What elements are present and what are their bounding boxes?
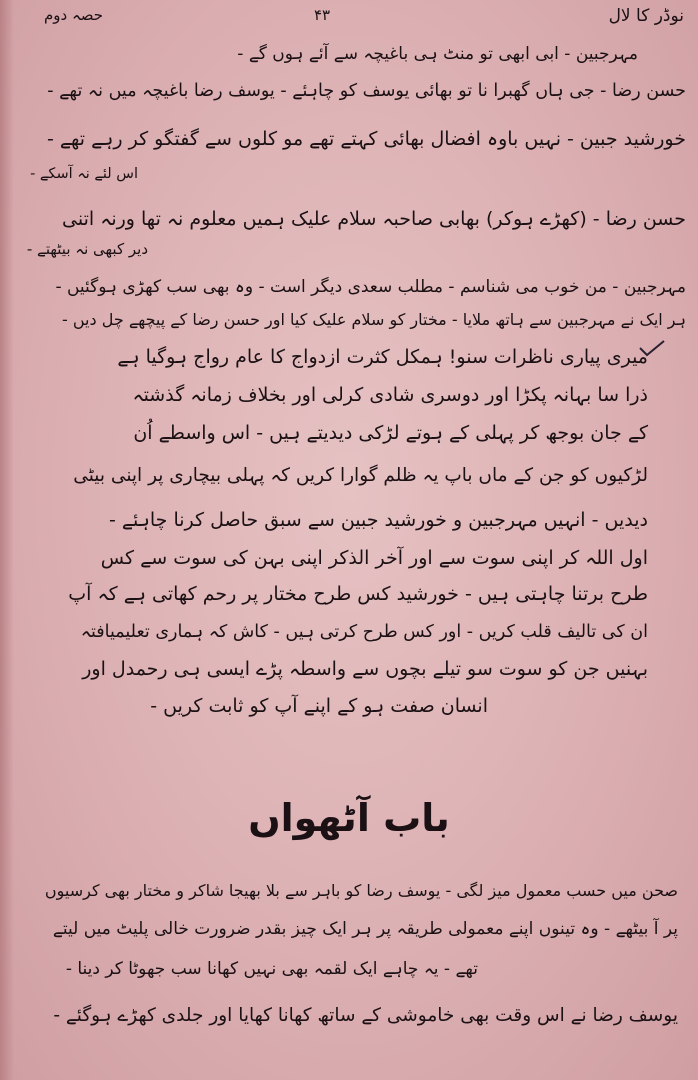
moral-line: لڑکیوں کو جن کے ماں باپ یہ ظلم گوارا کریں کہ پہلی بیچاری پر اپنی بیٹی	[73, 465, 648, 486]
moral-line: کے جان بوجھ کر پہلی کے ہوتے لڑکی دیدیتے ہیں - اس واسطے اُن	[133, 422, 648, 444]
chapter-line: صحن میں حسب معمول میز لگی - یوسف رضا کو باہر سے بلا بھیجا شاکر و مختار بھی کرسیوں	[44, 881, 678, 900]
dialogue-line: ہر ایک نے مہرجبین سے ہاتھ ملایا - مختار کو سلام علیک کیا اور حسن رضا کے پیچھے چل دیں -	[62, 310, 686, 329]
moral-line: ان کی تالیف قلب کریں - اور کس طرح کرتی ہیں - کاش کہ ہماری تعلیمیافتہ	[80, 622, 648, 642]
dialogue-line: مہرجبین - من خوب می شناسم - مطلب سعدی دیگر است - وہ بھی سب کھڑی ہوگئیں -	[55, 277, 686, 297]
dialogue-line: اس لئے نہ آسکے -	[30, 166, 138, 182]
chapter-line: یوسف رضا نے اس وقت بھی خاموشی کے ساتھ کھانا کھایا اور جلدی کھڑے ہوگئے -	[53, 1005, 678, 1026]
dialogue-line: مہرجبین - ابی ابھی تو منٹ ہی باغیچہ سے آئے ہوں گے -	[237, 44, 638, 64]
dialogue-line: حسن رضا - (کھڑے ہوکر) بھابی صاحبہ سلام علیک ہمیں معلوم نہ تھا ورنہ اتنی	[62, 208, 686, 230]
chapter-line: تھے - یہ چاہے ایک لقمہ بھی نہیں کھانا سب جھوٹا کر دینا -	[65, 959, 478, 979]
moral-line: اول اللہ کر اپنی سوت سے اور آخر الذکر اپنی بہن کی سوت سے کس	[100, 547, 648, 569]
chapter-heading: باب آٹھواں	[248, 796, 450, 840]
moral-line: بہنیں جن کو سوت سو تیلے بچوں سے واسطہ پڑے ایسی ہی رحمدل اور	[82, 658, 648, 680]
moral-line: انسان صفت ہو کے اپنے آپ کو ثابت کریں -	[150, 695, 488, 717]
moral-line: میری پیاری ناظرات سنو! ہمکل کثرت ازدواج کا عام رواج ہوگیا ہے	[117, 346, 648, 368]
dialogue-line: حسن رضا - جی ہاں گھبرا نا تو بھائی یوسف کو چاہئے - یوسف رضا باغیچہ میں نہ تھے -	[47, 81, 686, 101]
dialogue-line: دیر کبھی نہ بیٹھتے -	[26, 240, 148, 258]
part-label: حصہ دوم	[44, 6, 104, 24]
dialogue-line: خورشید جبین - نہیں باوہ افضال بھائی کہتے تھے مو کلوں سے گفتگو کر رہے تھے -	[47, 128, 686, 150]
running-title: نوڈر کا لال	[608, 6, 684, 26]
moral-line: دیدیں - انہیں مہرجبین و خورشید جبین سے سبق حاصل کرنا چاہئے -	[109, 509, 648, 531]
moral-line: طرح برتنا چاہتی ہیں - خورشید کس طرح مختار پر رحم کھاتی ہے کہ آپ	[68, 583, 648, 605]
chapter-line: پر آ بیٹھے - وہ تینوں اپنے معمولی طریقہ پر ہر ایک چیز بقدر ضرورت خالی پلیٹ میں لیتے	[52, 919, 678, 939]
moral-line: ذرا سا بہانہ پکڑا اور دوسری شادی کرلی اور بخلاف زمانہ گذشتہ	[132, 384, 648, 406]
page-number: ۴۳	[314, 6, 331, 24]
